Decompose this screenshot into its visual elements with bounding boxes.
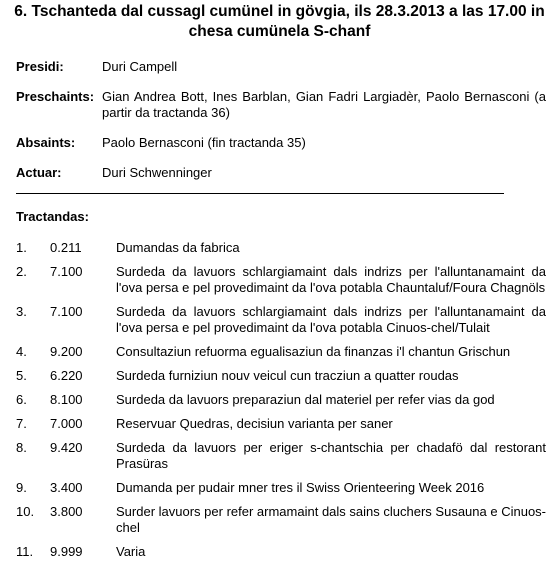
field-label: Preschaints: xyxy=(16,89,95,104)
item-text: Surdeda da lavuors schlargiamaint dals indrizs per l'alluntanamaint da l'ova persa e pel provedimaint da l'ova potabla Chauntaluf/Foura Chagnöls xyxy=(116,264,546,295)
list-item xyxy=(16,264,546,296)
field-value: Gian Andrea Bott, Ines Barblan, Gian Fadri Largiadèr, Paolo Bernasconi (a partir da tractanda 36) xyxy=(102,89,546,120)
item-code: 8.100 xyxy=(50,392,83,407)
item-number: 9. xyxy=(16,480,27,495)
list-item xyxy=(16,480,546,496)
item-code: 7.100 xyxy=(50,264,83,279)
item-text: Reservuar Quedras, decisiun varianta per saner xyxy=(116,416,393,431)
item-text: Dumandas da fabrica xyxy=(116,240,240,255)
item-code: 7.000 xyxy=(50,416,83,431)
list-item xyxy=(16,544,546,560)
item-code: 6.220 xyxy=(50,368,83,383)
item-code: 9.420 xyxy=(50,440,83,455)
item-number: 2. xyxy=(16,264,27,279)
item-text: Varia xyxy=(116,544,146,559)
item-code: 3.800 xyxy=(50,504,83,519)
list-item xyxy=(16,440,546,472)
field-label: Presidi: xyxy=(16,59,64,74)
list-item xyxy=(16,416,546,432)
item-code: 9.200 xyxy=(50,344,83,359)
field-value: Duri Schwenninger xyxy=(102,165,212,180)
field-label: Absaints: xyxy=(16,135,76,150)
field-value: Paolo Bernasconi (fin tractanda 35) xyxy=(102,135,306,150)
page-title: 6. Tschanteda dal cussagl cumünel in gövgia, ils 28.3.2013 a las 17.00 in chesa cumünela S-chanf xyxy=(14,3,545,40)
item-text: Surdeda da lavuors preparaziun dal materiel per refer vias da god xyxy=(116,392,495,407)
item-number: 10. xyxy=(16,504,35,519)
item-number: 4. xyxy=(16,344,27,359)
item-text: Surdeda da lavuors schlargiamaint dals indrizs per l'alluntanamaint da l'ova persa e pel provedimaint da l'ova potabla Cinuos-chel/Tulait xyxy=(116,304,546,335)
section-title: Tractandas: xyxy=(16,209,89,224)
field-value: Duri Campell xyxy=(102,59,178,74)
item-number: 7. xyxy=(16,416,27,431)
field-label: Actuar: xyxy=(16,165,62,180)
item-text: Surder lavuors per refer armamaint dals sains cluchers Susauna e Cinuos-chel xyxy=(116,504,546,535)
item-code: 3.400 xyxy=(50,480,83,495)
item-code: 9.999 xyxy=(50,544,83,559)
item-text: Dumanda per pudair mner tres il Swiss Orienteering Week 2016 xyxy=(116,480,485,495)
item-text: Consultaziun refuorma egualisaziun da finanzas i'l chantun Grischun xyxy=(116,344,511,359)
list-item xyxy=(16,392,546,408)
list-item xyxy=(16,344,546,360)
item-code: 0.211 xyxy=(50,240,82,255)
item-number: 3. xyxy=(16,304,27,319)
item-number: 6. xyxy=(16,392,27,407)
item-number: 5. xyxy=(16,368,27,383)
item-code: 7.100 xyxy=(50,304,83,319)
item-text: Surdeda da lavuors per eriger s-chantschia per chadafö dal restorant Prasüras xyxy=(116,440,546,471)
list-item xyxy=(16,240,546,256)
item-number: 8. xyxy=(16,440,27,455)
item-number: 1. xyxy=(16,240,27,255)
list-item xyxy=(16,304,546,336)
item-text: Surdeda furniziun nouv veicul cun tracziun a quatter roudas xyxy=(116,368,459,383)
list-item xyxy=(16,368,546,384)
divider xyxy=(16,193,504,194)
item-number: 11. xyxy=(16,544,34,559)
agenda-list xyxy=(16,240,546,568)
list-item xyxy=(16,504,546,536)
